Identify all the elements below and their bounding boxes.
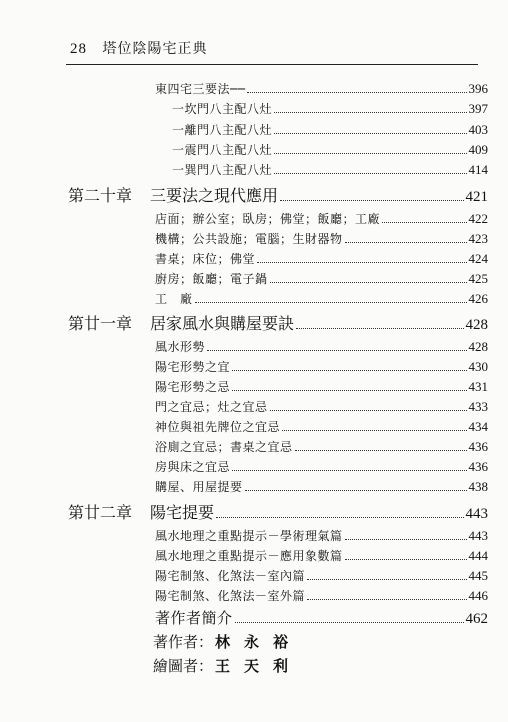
author-name: 林永裕	[215, 633, 303, 651]
toc-entry	[155, 458, 488, 478]
toc-entry	[172, 141, 488, 161]
chapter-label: 第廿二章	[68, 503, 133, 522]
toc-entry	[155, 338, 488, 358]
illustrator-label: 繪圖者：	[153, 657, 214, 675]
chapter-label: 第廿一章	[68, 314, 133, 333]
chapter-heading	[68, 183, 488, 209]
dot-leader	[307, 599, 466, 600]
toc-entry-page: 436	[468, 459, 488, 474]
dot-leader	[232, 370, 466, 371]
toc-entry-title: 機構；公共設施；電腦；生財器物	[155, 232, 343, 246]
toc-entry	[155, 418, 488, 438]
dot-leader	[216, 517, 463, 518]
toc-entry	[155, 270, 488, 290]
author-credit	[153, 631, 302, 652]
dot-leader	[232, 390, 466, 391]
dot-leader	[270, 410, 467, 411]
book-title: 塔位陰陽宅正典	[102, 41, 208, 57]
toc-entry-title: 陽宅制煞、化煞法－室內篇	[155, 569, 306, 583]
dot-leader	[274, 153, 466, 154]
chapter-page: 443	[465, 506, 488, 522]
dot-leader	[247, 92, 466, 93]
dot-leader	[270, 282, 467, 283]
dot-leader	[207, 350, 466, 351]
toc-entry-page: 425	[468, 271, 488, 286]
dot-leader	[232, 470, 466, 471]
toc-entry-page: 426	[468, 291, 488, 306]
toc-entry-page: 445	[468, 568, 488, 583]
chapter-page: 421	[465, 189, 488, 205]
author-intro-entry	[155, 607, 488, 627]
author-label: 著作者：	[153, 633, 214, 651]
toc-entry-title: 著作者簡介	[155, 609, 233, 627]
toc-entry-title: 陽宅制煞、化煞法－室外篇	[155, 589, 306, 603]
chapter-label: 第二十章	[68, 186, 133, 205]
toc-entry-page: 403	[468, 122, 488, 137]
toc-entry-page: 462	[465, 611, 488, 627]
chapter-title: 陽宅提要	[150, 503, 215, 522]
toc-entry-page: 431	[468, 379, 488, 394]
toc-entry-title: 一巽門八主配八灶	[172, 163, 273, 177]
dot-leader	[345, 242, 467, 243]
chapter-title: 居家風水與購屋要訣	[150, 314, 295, 333]
toc-entry	[172, 121, 488, 141]
toc-entry-title: 一震門八主配八灶	[172, 143, 273, 157]
toc-entry	[155, 567, 488, 587]
toc-entry-title: 風水地理之重點提示－應用象數篇	[155, 549, 343, 563]
toc-entry	[155, 587, 488, 607]
toc-entry	[155, 478, 488, 498]
chapter-heading	[68, 311, 488, 337]
dot-leader	[235, 622, 464, 623]
dot-leader	[282, 430, 466, 431]
running-header	[70, 38, 207, 58]
toc-entry-title: 一坎門八主配八灶	[172, 102, 273, 116]
toc-entry	[172, 161, 488, 181]
dot-leader	[345, 559, 467, 560]
page-number: 28	[70, 41, 87, 57]
toc-entry-title: 東四宅三要法──	[155, 82, 246, 96]
dot-leader	[382, 222, 466, 223]
toc-entry	[155, 378, 488, 398]
toc-entry	[155, 210, 488, 230]
toc-entry	[155, 290, 488, 310]
toc-entry-title: 神位與祖先牌位之宜忌	[155, 420, 281, 434]
dot-leader	[245, 490, 467, 491]
dot-leader	[280, 200, 463, 201]
toc-entry-title: 風水形勢	[155, 340, 206, 354]
dot-leader	[195, 302, 467, 303]
toc-entry-page: 436	[468, 439, 488, 454]
toc-entry-page: 444	[468, 548, 488, 563]
dot-leader	[274, 112, 466, 113]
toc-entry-page: 434	[468, 419, 488, 434]
dot-leader	[274, 133, 466, 134]
toc-entry-title: 門之宜忌；灶之宜忌	[155, 400, 268, 414]
dot-leader	[307, 579, 466, 580]
illustrator-name: 王天利	[215, 657, 303, 675]
toc-entry-page: 430	[468, 359, 488, 374]
toc-entry	[155, 438, 488, 458]
toc-entry-title: 購屋、用屋提要	[155, 480, 243, 494]
dot-leader	[257, 262, 466, 263]
toc-entry	[155, 358, 488, 378]
toc-entry-title: 浴廁之宜忌；書桌之宜忌	[155, 440, 293, 454]
toc-entry-title: 書桌；床位；佛堂	[155, 252, 256, 266]
toc-entry-page: 414	[468, 162, 488, 177]
toc-entry	[155, 80, 488, 100]
toc-entry-title: 店面；辦公室；臥房；佛堂；飯廳；工廠	[155, 212, 381, 226]
chapter-title: 三要法之現代應用	[150, 186, 279, 205]
illustrator-credit	[153, 655, 302, 676]
toc-entry	[155, 250, 488, 270]
toc-entry-page: 397	[468, 101, 488, 116]
toc-entry-title: 陽宅形勢之忌	[155, 380, 231, 394]
header-rule	[66, 64, 478, 65]
toc-entry-page: 443	[468, 528, 488, 543]
toc-entry-title: 工 廠	[155, 292, 193, 306]
dot-leader	[296, 328, 463, 329]
toc-entry-page: 438	[468, 479, 488, 494]
toc-entry-title: 一離門八主配八灶	[172, 123, 273, 137]
toc-entry-title: 房與床之宜忌	[155, 460, 231, 474]
toc-entry-title: 廚房；飯廳；電子鍋	[155, 272, 268, 286]
toc-entry	[155, 527, 488, 547]
toc-entry-page: 422	[468, 211, 488, 226]
toc-entry-title: 陽宅形勢之宜	[155, 360, 231, 374]
toc-entry-title: 風水地理之重點提示－學術理氣篇	[155, 529, 343, 543]
chapter-heading	[68, 500, 488, 526]
dot-leader	[295, 450, 467, 451]
toc-entry-page: 396	[468, 81, 488, 96]
toc-entry-page: 423	[468, 231, 488, 246]
toc-entry-page: 433	[468, 399, 488, 414]
toc-entry	[172, 100, 488, 120]
dot-leader	[345, 539, 467, 540]
dot-leader	[274, 173, 466, 174]
chapter-page: 428	[465, 317, 488, 333]
toc-entry-page: 446	[468, 588, 488, 603]
toc-entry	[155, 398, 488, 418]
toc-entry-page: 409	[468, 142, 488, 157]
toc-entry	[155, 230, 488, 250]
toc-entry	[155, 547, 488, 567]
toc-entry-page: 424	[468, 251, 488, 266]
toc-entry-page: 428	[468, 339, 488, 354]
